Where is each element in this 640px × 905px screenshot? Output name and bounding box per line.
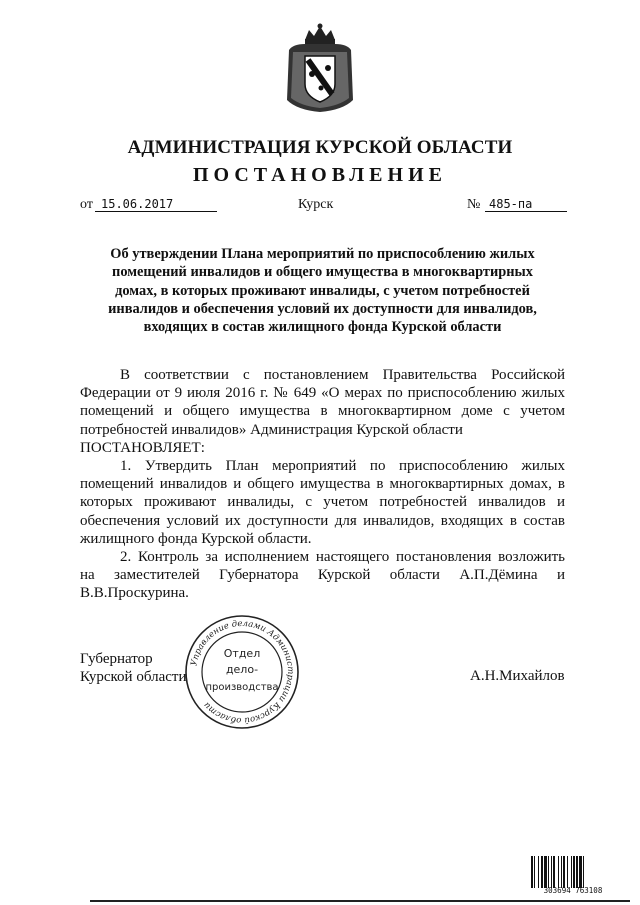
document-heading [80, 245, 565, 336]
organization-title: АДМИНИСТРАЦИЯ КУРСКОЙ ОБЛАСТИ [127, 137, 513, 158]
stamp-line: дело- [225, 663, 259, 676]
coat-of-arms-emblem [283, 22, 357, 114]
barcode-bar [567, 856, 568, 888]
document-city: Курск [298, 197, 334, 212]
date-prefix: от [80, 197, 93, 212]
stamp-line: производства [205, 682, 279, 693]
document-number: 485-па [485, 197, 567, 212]
preamble-paragraph: В соответствии с постановлением Правительства Российской Федерации от 9 июля 2016 г. № 649 «О мерах по приспособлению жилых помещений и общего имущества в многоквартирном доме с учетом потребностей инвалидов» Администрация Курской области [80, 367, 565, 438]
barcode-bar [534, 856, 535, 888]
number-prefix: № [467, 197, 481, 212]
barcode-bar [583, 856, 584, 888]
barcode-bar [573, 856, 575, 888]
barcode-bar [558, 856, 559, 888]
heading-line: Об утверждении Плана мероприятий по приспособлению жилых [110, 246, 535, 262]
barcode-bar [576, 856, 578, 888]
heading-line: входящих в состав жилищного фонда Курской области [143, 319, 502, 336]
item-1-paragraph: 1. Утвердить План мероприятий по приспособлению жилых помещений инвалидов и общего имущества в многоквартирных домах, в которых проживают инвалиды, с учетом потребностей инвалидов и обеспечения условий их доступности для инвалидов, входящих в состав жилищного фонда Курской области. [80, 458, 565, 547]
stamp-line: Отдел [223, 647, 261, 660]
document-date: 15.06.2017 [95, 197, 217, 212]
barcode-bar [561, 856, 562, 888]
bottom-divider [90, 900, 630, 902]
signatory-name: А.Н.Михайлов [470, 668, 565, 684]
barcode [530, 856, 616, 888]
decree-word: ПОСТАНОВЛЯЕТ: [80, 439, 205, 456]
heading-line: домах, в которых проживают инвалиды, с учетом потребностей [115, 282, 530, 299]
heading-line: инвалидов и обеспечения условий их доступности для инвалидов, [108, 300, 537, 317]
barcode-bar [538, 856, 539, 888]
barcode-bar [541, 856, 543, 888]
document-type: ПОСТАНОВЛЕНИЕ [193, 164, 447, 186]
barcode-bar [563, 856, 565, 888]
position-line: Курской области [80, 669, 187, 685]
signatory-position [80, 650, 186, 686]
position-line: Губернатор [80, 651, 153, 667]
barcode-bar [579, 856, 582, 888]
barcode-bar [544, 856, 547, 888]
stamp-ring-text: Управление делами Администрации Курской области [189, 618, 296, 726]
document-body [80, 366, 565, 603]
barcode-bar [553, 856, 555, 888]
barcode-bar [571, 856, 572, 888]
barcode-bar [548, 856, 549, 888]
heading-line: помещений инвалидов и общего имущества в многоквартирных [112, 264, 533, 281]
barcode-number: 303694 763108 [543, 886, 603, 895]
barcode-bar [551, 856, 552, 888]
office-stamp [183, 613, 301, 731]
barcode-bar [531, 856, 533, 888]
item-2-paragraph: 2. Контроль за исполнением настоящего постановления возложить на заместителей Губернатора Курской области А.П.Дёмина и В.В.Проскурина. [80, 549, 565, 602]
